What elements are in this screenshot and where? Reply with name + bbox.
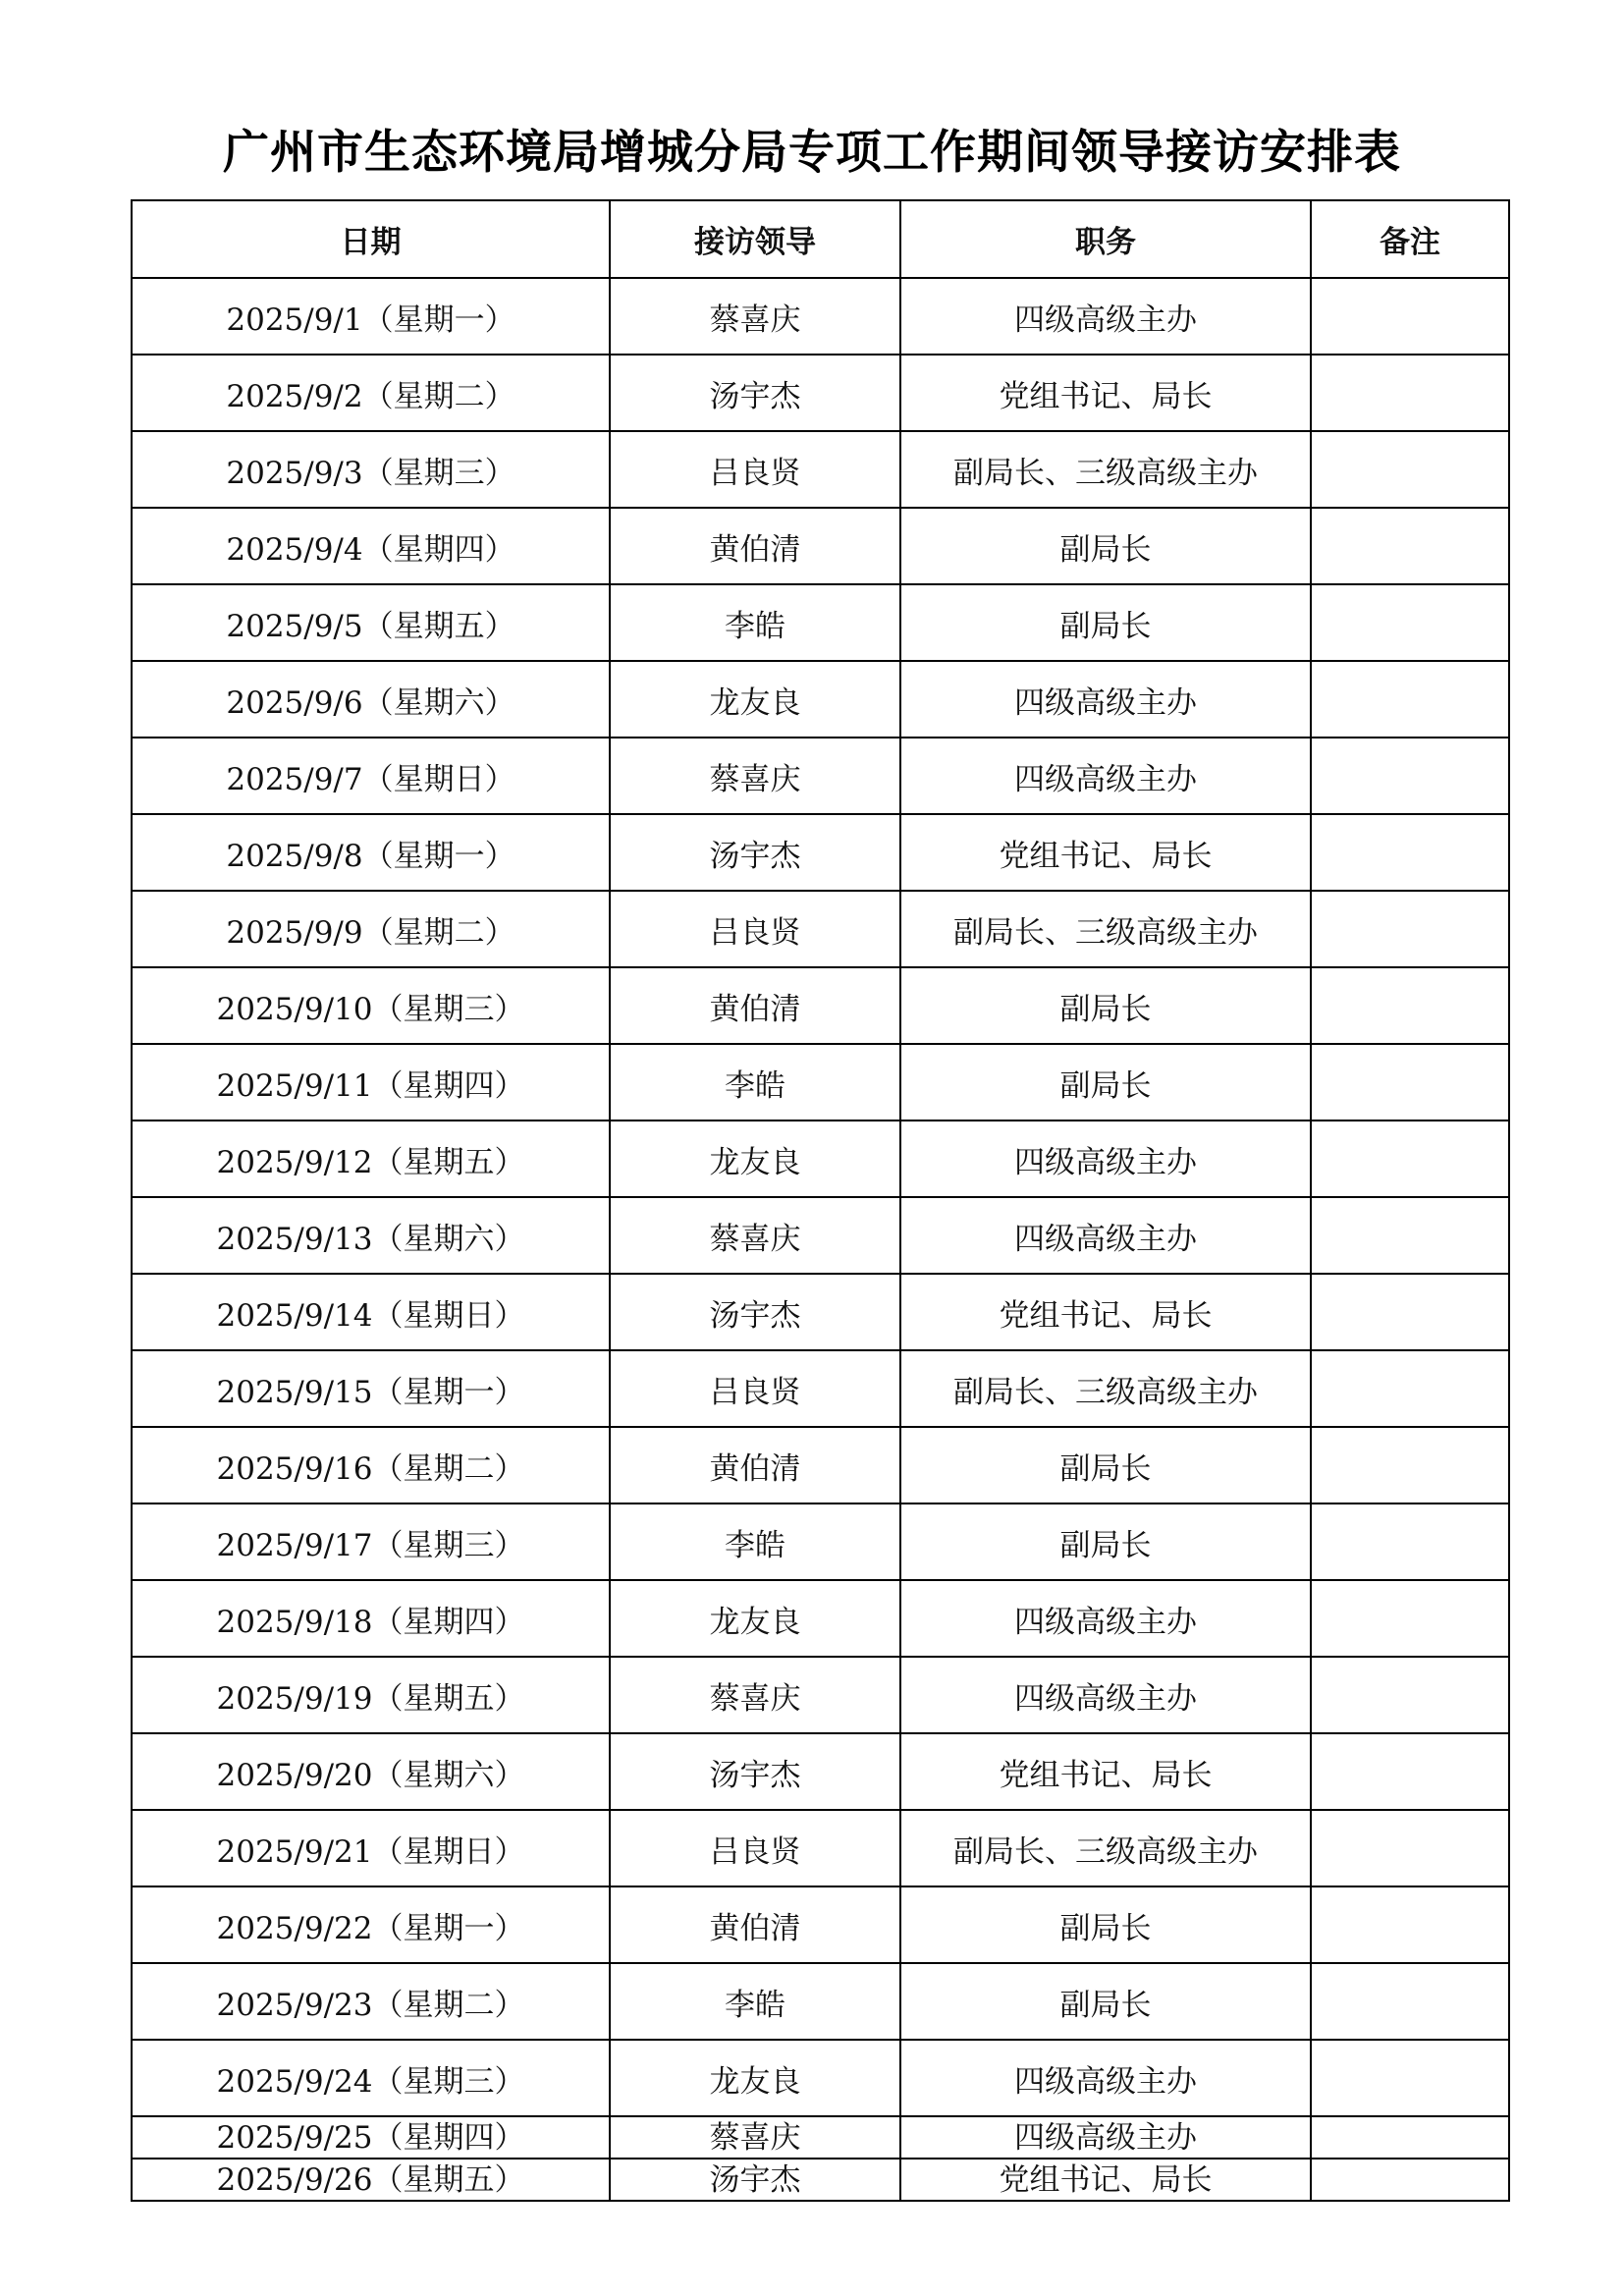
table-row — [132, 2159, 1509, 2201]
cell-note — [1311, 814, 1509, 891]
cell-leader: 李皓 — [610, 584, 900, 661]
table-row — [132, 967, 1509, 1044]
table-row — [132, 508, 1509, 584]
cell-post: 四级高级主办 — [900, 1197, 1311, 1274]
table-row — [132, 1274, 1509, 1350]
cell-date: 2025/9/8（星期一） — [132, 814, 610, 891]
cell-note — [1311, 1580, 1509, 1657]
table-row — [132, 2040, 1509, 2116]
cell-post: 四级高级主办 — [900, 661, 1311, 738]
table-row — [132, 1733, 1509, 1810]
cell-note — [1311, 278, 1509, 355]
table-row — [132, 661, 1509, 738]
cell-leader: 李皓 — [610, 1044, 900, 1121]
cell-leader: 汤宇杰 — [610, 2159, 900, 2201]
schedule-table — [131, 199, 1510, 2202]
cell-post: 副局长、三级高级主办 — [900, 1350, 1311, 1427]
cell-note — [1311, 967, 1509, 1044]
header-post: 职务 — [900, 200, 1311, 278]
table-row — [132, 431, 1509, 508]
cell-date: 2025/9/3（星期三） — [132, 431, 610, 508]
table-row — [132, 1427, 1509, 1503]
cell-leader: 吕良贤 — [610, 1810, 900, 1886]
cell-note — [1311, 1121, 1509, 1197]
cell-leader: 蔡喜庆 — [610, 278, 900, 355]
cell-post: 副局长 — [900, 1503, 1311, 1580]
cell-date: 2025/9/5（星期五） — [132, 584, 610, 661]
cell-note — [1311, 508, 1509, 584]
header-row — [132, 200, 1509, 278]
cell-note — [1311, 1350, 1509, 1427]
cell-post: 副局长、三级高级主办 — [900, 1810, 1311, 1886]
cell-leader: 黄伯清 — [610, 508, 900, 584]
cell-post: 副局长 — [900, 584, 1311, 661]
cell-date: 2025/9/7（星期日） — [132, 738, 610, 814]
cell-leader: 黄伯清 — [610, 1886, 900, 1963]
cell-date: 2025/9/19（星期五） — [132, 1657, 610, 1733]
cell-note — [1311, 431, 1509, 508]
cell-note — [1311, 738, 1509, 814]
cell-post: 副局长 — [900, 1886, 1311, 1963]
cell-leader: 吕良贤 — [610, 1350, 900, 1427]
cell-date: 2025/9/2（星期二） — [132, 355, 610, 431]
cell-post: 四级高级主办 — [900, 2116, 1311, 2159]
cell-date: 2025/9/23（星期二） — [132, 1963, 610, 2040]
cell-note — [1311, 1810, 1509, 1886]
header-note: 备注 — [1311, 200, 1509, 278]
table-row — [132, 814, 1509, 891]
table-row — [132, 1503, 1509, 1580]
table-row — [132, 1810, 1509, 1886]
cell-date: 2025/9/25（星期四） — [132, 2116, 610, 2159]
cell-date: 2025/9/21（星期日） — [132, 1810, 610, 1886]
cell-date: 2025/9/11（星期四） — [132, 1044, 610, 1121]
cell-date: 2025/9/17（星期三） — [132, 1503, 610, 1580]
cell-leader: 黄伯清 — [610, 967, 900, 1044]
cell-post: 四级高级主办 — [900, 1580, 1311, 1657]
cell-post: 党组书记、局长 — [900, 1274, 1311, 1350]
table-row — [132, 738, 1509, 814]
schedule-body — [132, 278, 1509, 2201]
cell-leader: 汤宇杰 — [610, 1274, 900, 1350]
cell-post: 党组书记、局长 — [900, 355, 1311, 431]
table-row — [132, 584, 1509, 661]
table-row — [132, 1044, 1509, 1121]
cell-note — [1311, 2159, 1509, 2201]
cell-post: 四级高级主办 — [900, 1657, 1311, 1733]
cell-date: 2025/9/20（星期六） — [132, 1733, 610, 1810]
cell-leader: 蔡喜庆 — [610, 738, 900, 814]
cell-note — [1311, 1427, 1509, 1503]
cell-leader: 龙友良 — [610, 661, 900, 738]
cell-date: 2025/9/10（星期三） — [132, 967, 610, 1044]
table-row — [132, 1657, 1509, 1733]
table-row — [132, 355, 1509, 431]
cell-post: 副局长、三级高级主办 — [900, 891, 1311, 967]
cell-note — [1311, 2116, 1509, 2159]
cell-date: 2025/9/9（星期二） — [132, 891, 610, 967]
table-row — [132, 1121, 1509, 1197]
cell-leader: 汤宇杰 — [610, 355, 900, 431]
cell-leader: 吕良贤 — [610, 891, 900, 967]
cell-post: 四级高级主办 — [900, 278, 1311, 355]
cell-leader: 龙友良 — [610, 1580, 900, 1657]
cell-date: 2025/9/14（星期日） — [132, 1274, 610, 1350]
table-row — [132, 1350, 1509, 1427]
cell-date: 2025/9/13（星期六） — [132, 1197, 610, 1274]
table-row — [132, 278, 1509, 355]
cell-post: 副局长 — [900, 1963, 1311, 2040]
cell-post: 四级高级主办 — [900, 738, 1311, 814]
cell-date: 2025/9/12（星期五） — [132, 1121, 610, 1197]
cell-post: 副局长、三级高级主办 — [900, 431, 1311, 508]
cell-date: 2025/9/24（星期三） — [132, 2040, 610, 2116]
cell-post: 副局长 — [900, 508, 1311, 584]
cell-post: 副局长 — [900, 967, 1311, 1044]
cell-leader: 蔡喜庆 — [610, 2116, 900, 2159]
table-row — [132, 2116, 1509, 2159]
cell-leader: 汤宇杰 — [610, 814, 900, 891]
cell-post: 副局长 — [900, 1427, 1311, 1503]
cell-note — [1311, 355, 1509, 431]
cell-leader: 汤宇杰 — [610, 1733, 900, 1810]
header-date: 日期 — [132, 200, 610, 278]
cell-post: 党组书记、局长 — [900, 1733, 1311, 1810]
cell-date: 2025/9/22（星期一） — [132, 1886, 610, 1963]
table-row — [132, 1963, 1509, 2040]
cell-leader: 龙友良 — [610, 1121, 900, 1197]
cell-note — [1311, 1197, 1509, 1274]
cell-note — [1311, 1733, 1509, 1810]
cell-note — [1311, 2040, 1509, 2116]
cell-post: 四级高级主办 — [900, 1121, 1311, 1197]
cell-leader: 李皓 — [610, 1963, 900, 2040]
table-row — [132, 1886, 1509, 1963]
cell-date: 2025/9/15（星期一） — [132, 1350, 610, 1427]
cell-date: 2025/9/26（星期五） — [132, 2159, 610, 2201]
cell-note — [1311, 584, 1509, 661]
page-title: 广州市生态环境局增城分局专项工作期间领导接访安排表 — [223, 126, 1401, 180]
cell-post: 四级高级主办 — [900, 2040, 1311, 2116]
cell-note — [1311, 891, 1509, 967]
table-row — [132, 1580, 1509, 1657]
cell-date: 2025/9/4（星期四） — [132, 508, 610, 584]
cell-leader: 吕良贤 — [610, 431, 900, 508]
cell-leader: 黄伯清 — [610, 1427, 900, 1503]
table-row — [132, 891, 1509, 967]
cell-note — [1311, 661, 1509, 738]
cell-date: 2025/9/18（星期四） — [132, 1580, 610, 1657]
cell-note — [1311, 1657, 1509, 1733]
table-row — [132, 1197, 1509, 1274]
cell-note — [1311, 1963, 1509, 2040]
cell-note — [1311, 1044, 1509, 1121]
cell-date: 2025/9/6（星期六） — [132, 661, 610, 738]
cell-leader: 蔡喜庆 — [610, 1657, 900, 1733]
cell-leader: 李皓 — [610, 1503, 900, 1580]
cell-post: 党组书记、局长 — [900, 814, 1311, 891]
header-leader: 接访领导 — [610, 200, 900, 278]
cell-date: 2025/9/1（星期一） — [132, 278, 610, 355]
cell-note — [1311, 1886, 1509, 1963]
cell-note — [1311, 1274, 1509, 1350]
cell-date: 2025/9/16（星期二） — [132, 1427, 610, 1503]
cell-post: 副局长 — [900, 1044, 1311, 1121]
cell-leader: 蔡喜庆 — [610, 1197, 900, 1274]
cell-leader: 龙友良 — [610, 2040, 900, 2116]
cell-post: 党组书记、局长 — [900, 2159, 1311, 2201]
cell-note — [1311, 1503, 1509, 1580]
